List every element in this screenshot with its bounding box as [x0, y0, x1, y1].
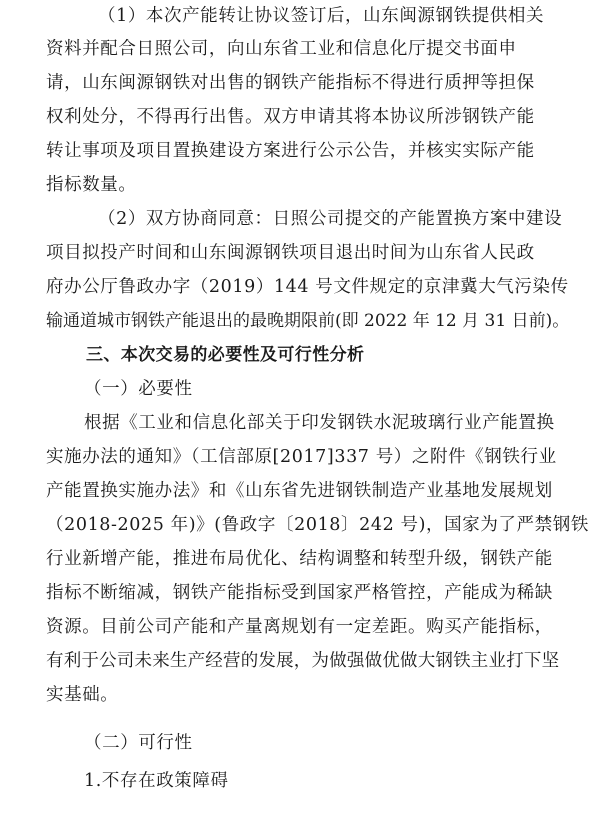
section-heading: 三、本次交易的必要性及可行性分析: [86, 345, 365, 365]
paragraph-1-line-1: （1）本次产能转让协议签订后，山东闽源钢铁提供相关: [98, 6, 545, 26]
paragraph-3-line-8: 有利于公司未来生产经营的发展，为做强做优做大钢铁主业打下坚: [46, 651, 560, 671]
list-item-no-policy-obstacle: 1.不存在政策障碍: [84, 771, 229, 791]
paragraph-3-line-9: 实基础。: [46, 685, 119, 705]
subsection-heading-feasibility: （二）可行性: [84, 733, 193, 753]
subsection-heading-necessity: （一）必要性: [84, 379, 193, 399]
paragraph-1-line-3: 请，山东闽源钢铁对出售的钢铁产能指标不得进行质押等担保: [46, 73, 535, 93]
paragraph-2-line-2: 项目拟投产时间和山东闽源钢铁项目退出时间为山东省人民政: [46, 243, 535, 263]
paragraph-1-line-4: 权利处分，不得再行出售。双方申请其将本协议所涉钢铁产能: [46, 107, 535, 127]
paragraph-3-line-5: 行业新增产能，推进布局优化、结构调整和转型升级，钢铁产能: [46, 549, 553, 569]
paragraph-1-line-5: 转让事项及项目置换建设方案进行公示公告，并核实实际产能: [46, 141, 535, 161]
paragraph-1-line-2: 资料并配合日照公司，向山东省工业和信息化厅提交书面申: [46, 39, 517, 59]
paragraph-3-line-1: 根据《工业和信息化部关于印发钢铁水泥玻璃行业产能置换: [84, 413, 555, 433]
paragraph-3-line-2: 实施办法的通知》（工信部原[2017]337 号）之附件《钢铁行业: [46, 447, 557, 467]
paragraph-3-line-6: 指标不断缩减，钢铁产能指标受到国家严格管控，产能成为稀缺: [46, 583, 553, 603]
paragraph-2-line-4: 输通道城市钢铁产能退出的最晚期限前(即 2022 年 12 月 31 日前)。: [46, 311, 570, 331]
paragraph-2-line-1: （2）双方协商同意：日照公司提交的产能置换方案中建设: [98, 209, 563, 229]
paragraph-3-line-4: （2018-2025 年)》(鲁政字〔2018〕242 号)，国家为了严禁钢铁: [46, 515, 589, 535]
paragraph-3-line-7: 资源。目前公司产能和产量离规划有一定差距。购买产能指标，: [46, 617, 553, 637]
paragraph-3-line-3: 产能置换实施办法》和《山东省先进钢铁制造产业基地发展规划: [46, 481, 553, 501]
paragraph-1-line-6: 指标数量。: [46, 175, 137, 195]
paragraph-2-line-3: 府办公厅鲁政办字（2019）144 号文件规定的京津冀大气污染传: [46, 277, 569, 297]
